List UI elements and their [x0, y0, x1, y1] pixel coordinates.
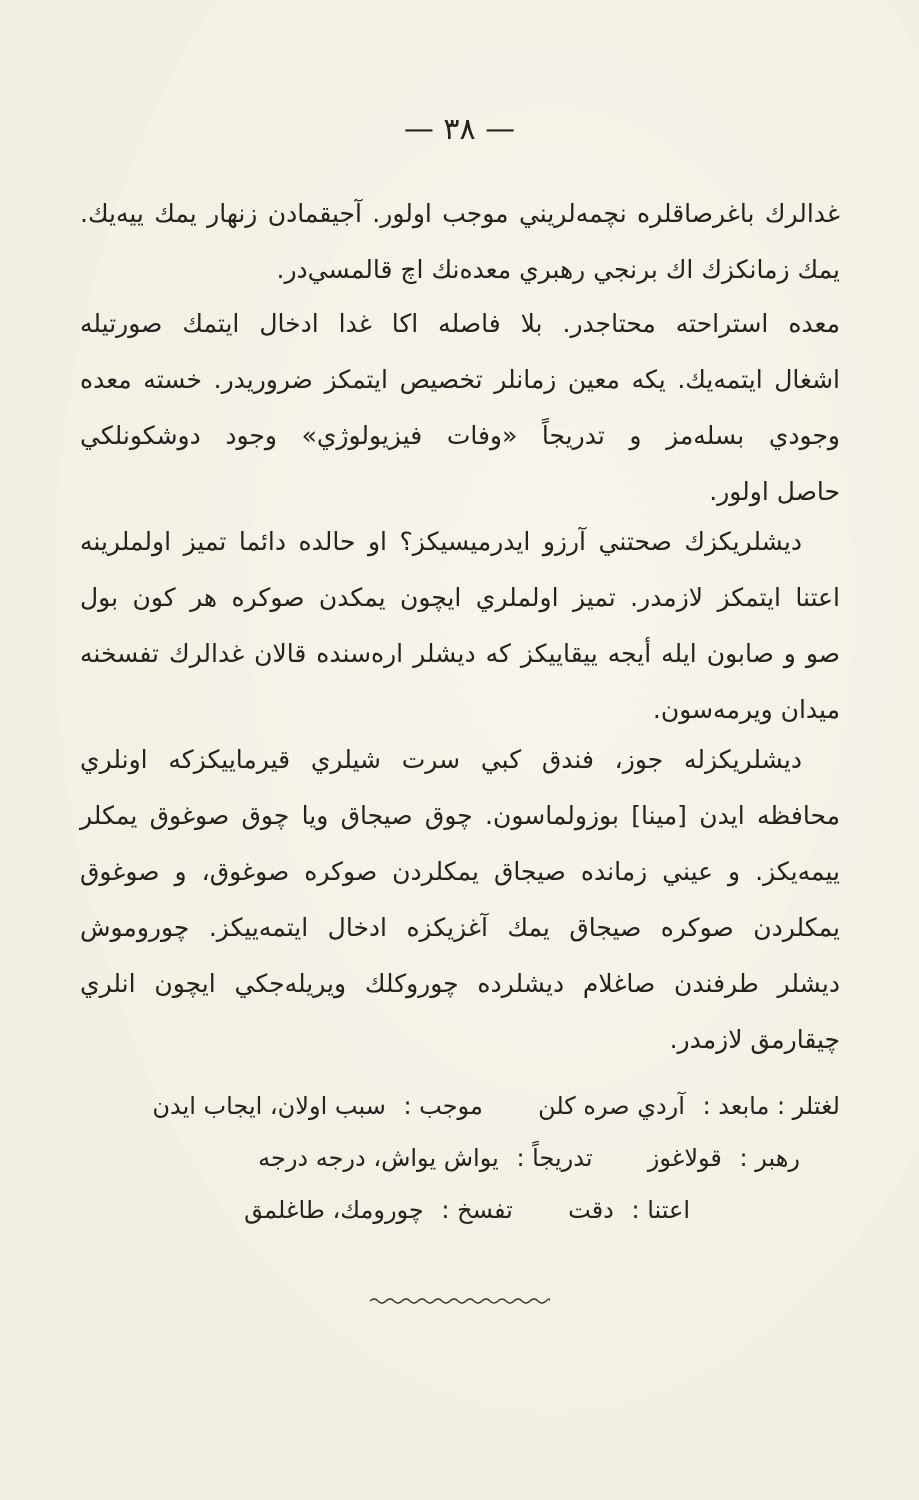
- glossary-meaning: آردي صره كلن: [538, 1092, 685, 1120]
- glossary-term: تدريجاً :: [516, 1144, 593, 1172]
- glossary-row: [70, 1184, 840, 1236]
- paragraph-4: [80, 732, 840, 1068]
- glossary-term: مابعد :: [702, 1092, 770, 1120]
- paragraph-line: ديشلريكزك صحتني آرزو ايدرميسيكز؟ او حالده دائما تميز اولملرينه: [80, 527, 802, 556]
- glossary-term: موجب :: [403, 1092, 483, 1120]
- glossary-meaning: چورومك، طاغلمق: [244, 1196, 424, 1224]
- paragraph-line: محافظه ايدن [مينا] بوزولماسون. چوق صيجاق ويا چوق صوغوق يمكلر: [80, 801, 840, 830]
- paragraph-line: اشغال ايتمه‌يك. يكه معين زمانلر تخصيص ايتمكز ضروريدر. خسته معده: [80, 365, 840, 394]
- paragraph-1: [80, 186, 840, 298]
- paragraph-line: ديشلريكزله جوز، فندق كبي سرت شيلري قيرماييكزكه اونلري: [80, 745, 802, 774]
- paragraph-line: حاصل اولور.: [709, 477, 840, 506]
- page-number: — ٣٨ —: [403, 112, 516, 147]
- glossary-term: تفسخ :: [441, 1196, 513, 1224]
- glossary-term: رهبر :: [739, 1144, 800, 1172]
- glossary-row: [70, 1080, 840, 1132]
- paragraph-line: معده استراحته محتاجدر. بلا فاصله اكا غدا ادخال ايتمك صورتيله: [80, 309, 840, 338]
- paragraph-line: يمكلردن صوكره صيجاق يمك آغزيكزه ادخال ايتمه‌ييكز. چوروموش: [80, 913, 840, 942]
- glossary-meaning: دقت: [568, 1196, 614, 1224]
- glossary-label: لغتلر :: [776, 1092, 840, 1120]
- glossary-row: [70, 1132, 840, 1184]
- paragraph-line: ديشلر طرفندن صاغلام ديشلرده چوروكلك ويريله‌جكي ايچون انلري: [80, 969, 840, 998]
- wavy-divider: [370, 1296, 550, 1306]
- glossary: [70, 1080, 840, 1236]
- paragraph-line: ييمه‌يكز. و عيني زمانده صيجاق يمكلردن صوكره صوغوق، و صوغوق: [80, 857, 840, 886]
- paragraph-line: غدالرك باغرصاقلره نچمه‌لريني موجب اولور. آجيقمادن زنهار يمك ييه‌يك.: [80, 199, 840, 228]
- paragraph-line: وجودي بسله‌مز و تدريجاً «وفات فيزيولوژي» وجود دوشكونلكي: [80, 421, 840, 450]
- glossary-meaning: سبب اولان، ايجاب ايدن: [152, 1092, 386, 1120]
- paragraph-line: يمك زمانكزك اك برنجي رهبري معده‌نك اچ قالمسي‌در.: [276, 255, 840, 284]
- paragraph-line: ميدان ويرمه‌سون.: [652, 695, 840, 724]
- paragraph-line: چيقارمق لازمدر.: [669, 1025, 840, 1054]
- paragraph-line: اعتنا ايتمكز لازمدر. تميز اولملري ايچون يمكدن صوكره هر كون بول: [80, 583, 840, 612]
- glossary-meaning: يواش يواش، درجه درجه: [258, 1144, 499, 1172]
- paragraph-3: [80, 514, 840, 738]
- glossary-meaning: قولاغوز: [647, 1144, 722, 1172]
- glossary-term: اعتنا :: [631, 1196, 690, 1224]
- paragraph-line: صو و صابون ايله أيجه ييقاييكز كه ديشلر اره‌سنده قالان غدالرك تفسخنه: [80, 639, 840, 668]
- paragraph-2: [80, 296, 840, 520]
